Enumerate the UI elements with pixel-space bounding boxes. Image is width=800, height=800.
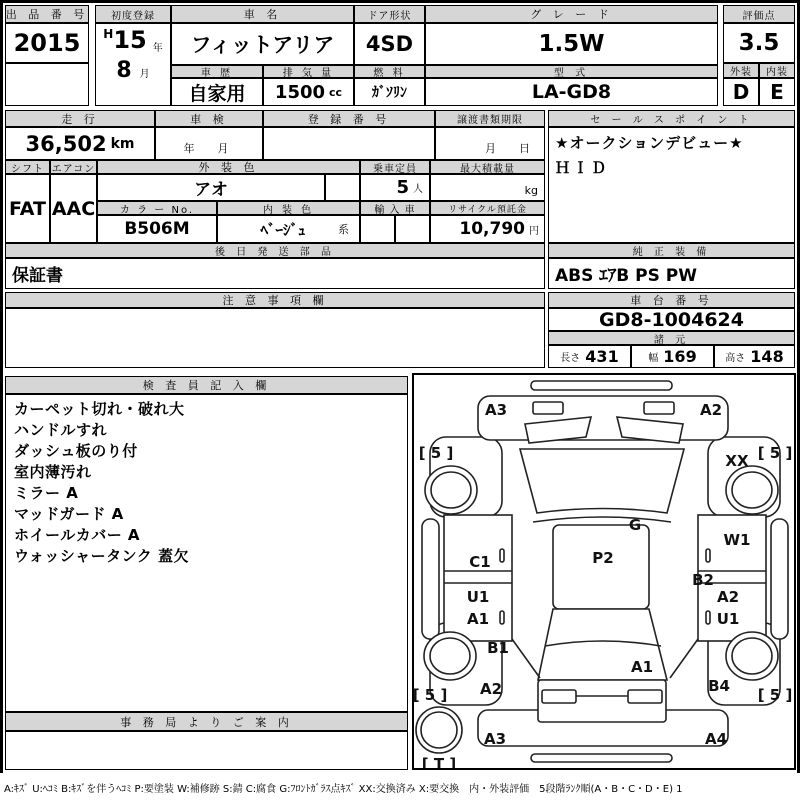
- damage-mark: A4: [704, 730, 728, 748]
- damage-mark: [ 5 ]: [418, 444, 454, 462]
- damage-mark: B4: [708, 677, 730, 695]
- displacement-value: [263, 78, 354, 106]
- damage-mark: XX: [725, 452, 749, 470]
- inspector-note-item: マッドガード A: [14, 505, 124, 523]
- auction-number-empty-cell: [5, 63, 89, 106]
- recycle-fee-value: [430, 215, 545, 243]
- displacement-label: 排 気 量: [263, 65, 354, 78]
- sales-point-line: ＨＩＤ: [555, 159, 610, 177]
- first-reg-era: H: [103, 27, 114, 41]
- damage-mark: A2: [716, 588, 740, 606]
- damage-mark: A1: [630, 658, 654, 676]
- capacity-value: [360, 174, 430, 201]
- exterior-score-label: 外装: [723, 63, 759, 78]
- recycle-fee-number: 10,790: [459, 219, 525, 239]
- import-car-cell-2: [395, 215, 430, 243]
- max-load-value: kg: [430, 174, 545, 201]
- later-parts-label: 後 日 発 送 部 品: [5, 243, 545, 258]
- notes-body: [5, 308, 545, 368]
- inspector-note-item: ハンドルすれ: [14, 421, 108, 439]
- fuel-label: 燃 料: [354, 65, 425, 78]
- damage-mark: A3: [483, 730, 507, 748]
- aircon-label: エアコン: [50, 160, 97, 174]
- notes-label: 注 意 事 項 欄: [5, 292, 545, 308]
- dimension-length-label: 長さ: [560, 353, 581, 364]
- color-no-label: カ ラ ー No.: [97, 201, 217, 215]
- damage-mark: A2: [699, 401, 723, 419]
- displacement-number: 1500: [274, 81, 326, 103]
- mileage-label: 走 行: [5, 110, 155, 127]
- max-load-label: 最大積載量: [430, 160, 545, 174]
- damage-mark: [ 5 ]: [757, 686, 793, 704]
- dimension-length: [548, 345, 631, 368]
- chassis-number-label: 車 台 番 号: [548, 292, 795, 308]
- office-info-label: 事 務 局 よ り ご 案 内: [5, 712, 408, 731]
- model-code-value: LA-GD8: [425, 78, 718, 106]
- spare-tire: [416, 707, 462, 753]
- office-info-body: [5, 731, 408, 770]
- interior-score-value: E: [759, 78, 795, 106]
- later-parts-value: 保証書: [5, 258, 545, 289]
- inspection-label: 車 検: [155, 110, 263, 127]
- car-history-value: 自家用: [171, 78, 263, 106]
- damage-mark: [ 5 ]: [414, 686, 448, 704]
- capacity-unit: 人: [413, 184, 423, 195]
- damage-mark: C1: [469, 553, 491, 571]
- interior-color-value: [217, 215, 360, 243]
- registration-number-label: 登 録 番 号: [263, 110, 435, 127]
- mileage-number: 36,502: [25, 131, 107, 156]
- recycle-fee-unit: 円: [529, 225, 539, 237]
- exterior-score-value: D: [723, 78, 759, 106]
- transfer-deadline-label: 譲渡書類期限: [435, 110, 545, 127]
- color-no-value: B506M: [97, 215, 217, 243]
- inspector-note-item: ウォッシャータンク 蓋欠: [14, 547, 190, 565]
- dimension-height-label: 高さ: [725, 353, 746, 364]
- exterior-color-suffix-cell: [325, 174, 360, 201]
- dimension-width-label: 幅: [648, 353, 659, 364]
- displacement-unit: cc: [329, 85, 343, 99]
- first-reg-month: 8: [116, 58, 132, 83]
- sales-point-line: ★オークションデビュー★: [555, 134, 744, 152]
- sales-points-body: [548, 127, 795, 243]
- capacity-number: 5: [396, 177, 409, 198]
- score-label: 評価点: [723, 5, 795, 23]
- wheel-front-right: [726, 466, 778, 514]
- shift-label: シフト: [5, 160, 50, 174]
- car-outline: [416, 381, 788, 762]
- damage-mark: A3: [484, 401, 508, 419]
- score-value: 3.5: [723, 23, 795, 63]
- exterior-color-value: アオ: [97, 174, 325, 201]
- exterior-color-label: 外 装 色: [97, 160, 360, 174]
- dimension-height: [714, 345, 795, 368]
- inspector-note-item: カーペット切れ・破れ大: [14, 400, 185, 418]
- door-shape-value: 4SD: [354, 23, 425, 65]
- capacity-label: 乗車定員: [360, 160, 430, 174]
- oem-equipment-value: ABS ｴｱB PS PW: [548, 258, 795, 289]
- interior-color-label: 内 装 色: [217, 201, 360, 215]
- model-code-label: 型 式: [425, 65, 718, 78]
- damage-mark: U1: [466, 588, 490, 606]
- grade-value: 1.5W: [425, 23, 718, 65]
- dimension-height-value: 148: [750, 347, 784, 366]
- damage-mark: [ 5 ]: [757, 444, 793, 462]
- dimension-width-value: 169: [663, 347, 697, 366]
- damage-mark: W1: [723, 531, 751, 549]
- auction-number-label: 出 品 番 号: [5, 5, 89, 23]
- inspector-notes-list: [5, 394, 408, 712]
- door-shape-label: ドア形状: [354, 5, 425, 23]
- damage-mark: G: [628, 516, 642, 534]
- registration-number-value: [263, 127, 435, 160]
- grade-label: グ レ ー ド: [425, 5, 718, 23]
- damage-mark: [ T ]: [421, 755, 457, 768]
- car-damage-diagram: [412, 373, 796, 770]
- recycle-fee-label: リサイクル預託金: [430, 201, 545, 215]
- first-reg-month-suffix: 月: [139, 69, 150, 80]
- import-car-label: 輸 入 車: [360, 201, 430, 215]
- oem-equipment-label: 純 正 装 備: [548, 243, 795, 258]
- dimensions-label: 諸 元: [548, 331, 795, 345]
- first-reg-year-suffix: 年: [152, 43, 163, 54]
- interior-color-name: ﾍﾞｰｼﾞｭ: [260, 220, 306, 239]
- wheel-front-left: [425, 466, 477, 514]
- damage-mark: B2: [692, 571, 714, 589]
- inspection-value: 年 月: [155, 127, 263, 160]
- car-name-label: 車 名: [171, 5, 354, 23]
- fuel-value: ｶﾞｿﾘﾝ: [354, 78, 425, 106]
- mileage-value: [5, 127, 155, 160]
- frame-top: [0, 0, 800, 3]
- inspector-note-item: ホイールカバー A: [14, 526, 141, 544]
- aircon-value: AAC: [50, 174, 97, 243]
- mileage-unit: km: [110, 135, 135, 152]
- wheel-rear-left: [424, 632, 476, 680]
- car-history-label: 車 歴: [171, 65, 263, 78]
- interior-color-suffix: 系: [338, 223, 349, 236]
- chassis-number-value: GD8-1004624: [548, 308, 795, 331]
- first-registration-value: [95, 23, 171, 106]
- damage-mark: B1: [487, 639, 509, 657]
- damage-mark: P2: [592, 549, 614, 567]
- sales-points-label: セ ー ル ス ポ イ ン ト: [548, 110, 795, 127]
- damage-mark: U1: [716, 610, 740, 628]
- transfer-deadline-value: 月 日: [435, 127, 545, 160]
- frame-left: [0, 0, 3, 773]
- first-registration-label: 初度登録: [95, 5, 171, 23]
- damage-mark: A1: [466, 610, 490, 628]
- interior-score-label: 内装: [759, 63, 795, 78]
- inspector-note-item: ダッシュ板のり付: [14, 442, 138, 460]
- inspector-notes-label: 検 査 員 記 入 欄: [5, 376, 408, 394]
- damage-code-legend: A:ｷｽﾞ U:ﾍｺﾐ B:ｷｽﾞを伴うﾍｺﾐ P:要塗装 W:補修跡 S:錆 C:腐食 G:ﾌﾛﾝﾄｶﾞﾗｽ点ｷｽﾞ XX:交換済み X:要交換 内・外装評価 5段階ﾗﾝｸ順(A・B・C・D・E) 1: [4, 784, 683, 795]
- first-reg-year: 15: [113, 26, 147, 54]
- wheel-rear-right: [726, 632, 778, 680]
- dimension-length-value: 431: [585, 347, 619, 366]
- inspector-note-item: ミラー A: [14, 484, 79, 502]
- damage-mark: A2: [479, 680, 503, 698]
- auction-number-value: 2015: [5, 23, 89, 63]
- import-car-cell-1: [360, 215, 395, 243]
- inspector-note-item: 室内薄汚れ: [14, 463, 92, 481]
- dimension-width: [631, 345, 714, 368]
- shift-value: FAT: [5, 174, 50, 243]
- car-diagram-svg: [414, 375, 794, 768]
- car-name-value: フィットアリア: [171, 23, 354, 65]
